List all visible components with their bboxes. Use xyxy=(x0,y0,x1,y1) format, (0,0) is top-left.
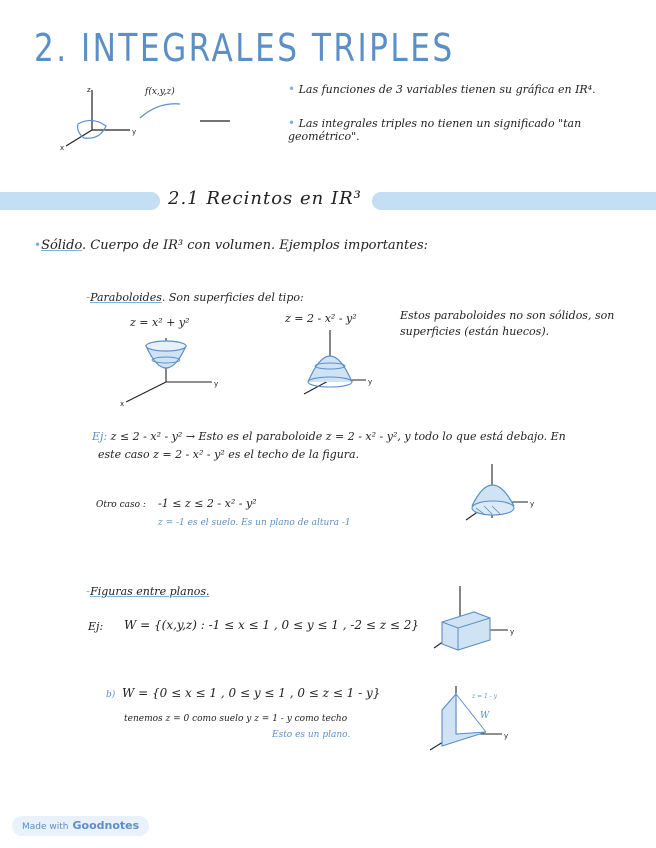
dash-line xyxy=(200,118,232,124)
paraboloides-line xyxy=(86,290,304,304)
otro-caso-eq: -1 ≤ z ≤ 2 - x² - y² xyxy=(158,497,257,510)
section-title: 2.1 Recintos en IR³ xyxy=(168,188,362,209)
function-arrow xyxy=(138,98,188,128)
otro-caso-note: z = -1 es el suelo. Es un plano de altura -1 xyxy=(158,518,351,528)
para1-axis-x: x xyxy=(120,400,125,408)
wedge-axis-y: y xyxy=(504,732,509,740)
paraboloid-up-sketch xyxy=(120,330,220,408)
bullet-dot-icon: - xyxy=(86,584,91,598)
intro-bullet-2 xyxy=(288,116,648,143)
otro-caso-sketch xyxy=(462,462,542,534)
ej-line-1: z ≤ 2 - x² - y² → Esto es el paraboloide z = 2 - x² - y², y todo lo que está debajo. En xyxy=(110,430,566,443)
solido-definition: . Cuerpo de IR³ con volumen. Ejemplos importantes: xyxy=(82,238,429,253)
intro-axis-y: y xyxy=(132,128,137,136)
paraboloid-example xyxy=(92,428,632,464)
bullet-dot-icon: • xyxy=(34,238,42,252)
otro-axis-y: y xyxy=(530,500,535,508)
brand-text: Goodnotes xyxy=(72,819,140,832)
figuras-b-label: b) xyxy=(106,690,116,700)
figuras-b-note-2: Esto es un plano. xyxy=(272,730,351,740)
solido-line xyxy=(34,238,428,253)
para1-axis-y: y xyxy=(214,380,219,388)
box-sketch xyxy=(430,582,520,662)
paraboloides-heading: Paraboloides xyxy=(90,291,162,304)
figuras-line xyxy=(86,584,210,598)
intro-bullet-2-text: Las integrales triples no tienen un significado "tan geométrico". xyxy=(288,117,582,143)
made-with-badge xyxy=(12,816,149,836)
bullet-dot-icon: • xyxy=(288,116,296,130)
bullet-dot-icon: • xyxy=(288,82,296,96)
ej-label: Ej: xyxy=(92,430,108,443)
paraboloides-heading-rest: . Son superficies del tipo: xyxy=(161,291,304,304)
paraboloid-eq-1: z = x² + y² xyxy=(130,316,190,329)
bullet-dot-icon: - xyxy=(86,290,91,304)
wedge-sketch xyxy=(420,684,520,756)
ej-line-2: este caso z = 2 - x² - y² es el techo de la figura. xyxy=(98,448,360,461)
page-title: 2. INTEGRALES TRIPLES xyxy=(34,26,455,70)
figuras-heading: Figuras entre planos. xyxy=(90,585,210,598)
made-with-text: Made with xyxy=(22,822,69,832)
otro-caso-label: Otro caso : xyxy=(96,500,146,510)
wedge-plane-label: z = 1 - y xyxy=(472,693,498,700)
figuras-ej-label: Ej: xyxy=(88,620,104,633)
figuras-b-eq: W = {0 ≤ x ≤ 1 , 0 ≤ y ≤ 1 , 0 ≤ z ≤ 1 - y} xyxy=(122,686,381,700)
intro-axes-sketch xyxy=(60,86,140,156)
paraboloid-eq-2: z = 2 - x² - y² xyxy=(285,312,357,325)
figuras-ej-eq: W = {(x,y,z) : -1 ≤ x ≤ 1 , 0 ≤ y ≤ 1 , -2 ≤ z ≤ 2} xyxy=(124,618,420,632)
paraboloid-down-sketch xyxy=(300,326,380,398)
figuras-b-note: tenemos z = 0 como suelo y z = 1 - y como techo xyxy=(124,714,348,724)
solido-term: Sólido xyxy=(41,238,83,253)
intro-bullet-1-text: Las funciones de 3 variables tienen su gráfica en IR⁴. xyxy=(298,83,596,96)
function-label: f(x,y,z) xyxy=(145,87,175,97)
intro-axis-z: z xyxy=(87,86,91,94)
intro-axis-x: x xyxy=(60,144,65,152)
paraboloid-note: Estos paraboloides no son sólidos, son superficies (están huecos). xyxy=(400,309,615,338)
wedge-w-label: W xyxy=(480,711,490,721)
section-bar-right xyxy=(372,192,656,210)
intro-bullet-1 xyxy=(288,82,648,96)
section-bar-left xyxy=(0,192,160,210)
para2-axis-y: y xyxy=(368,378,373,386)
box-axis-y: y xyxy=(510,628,515,636)
